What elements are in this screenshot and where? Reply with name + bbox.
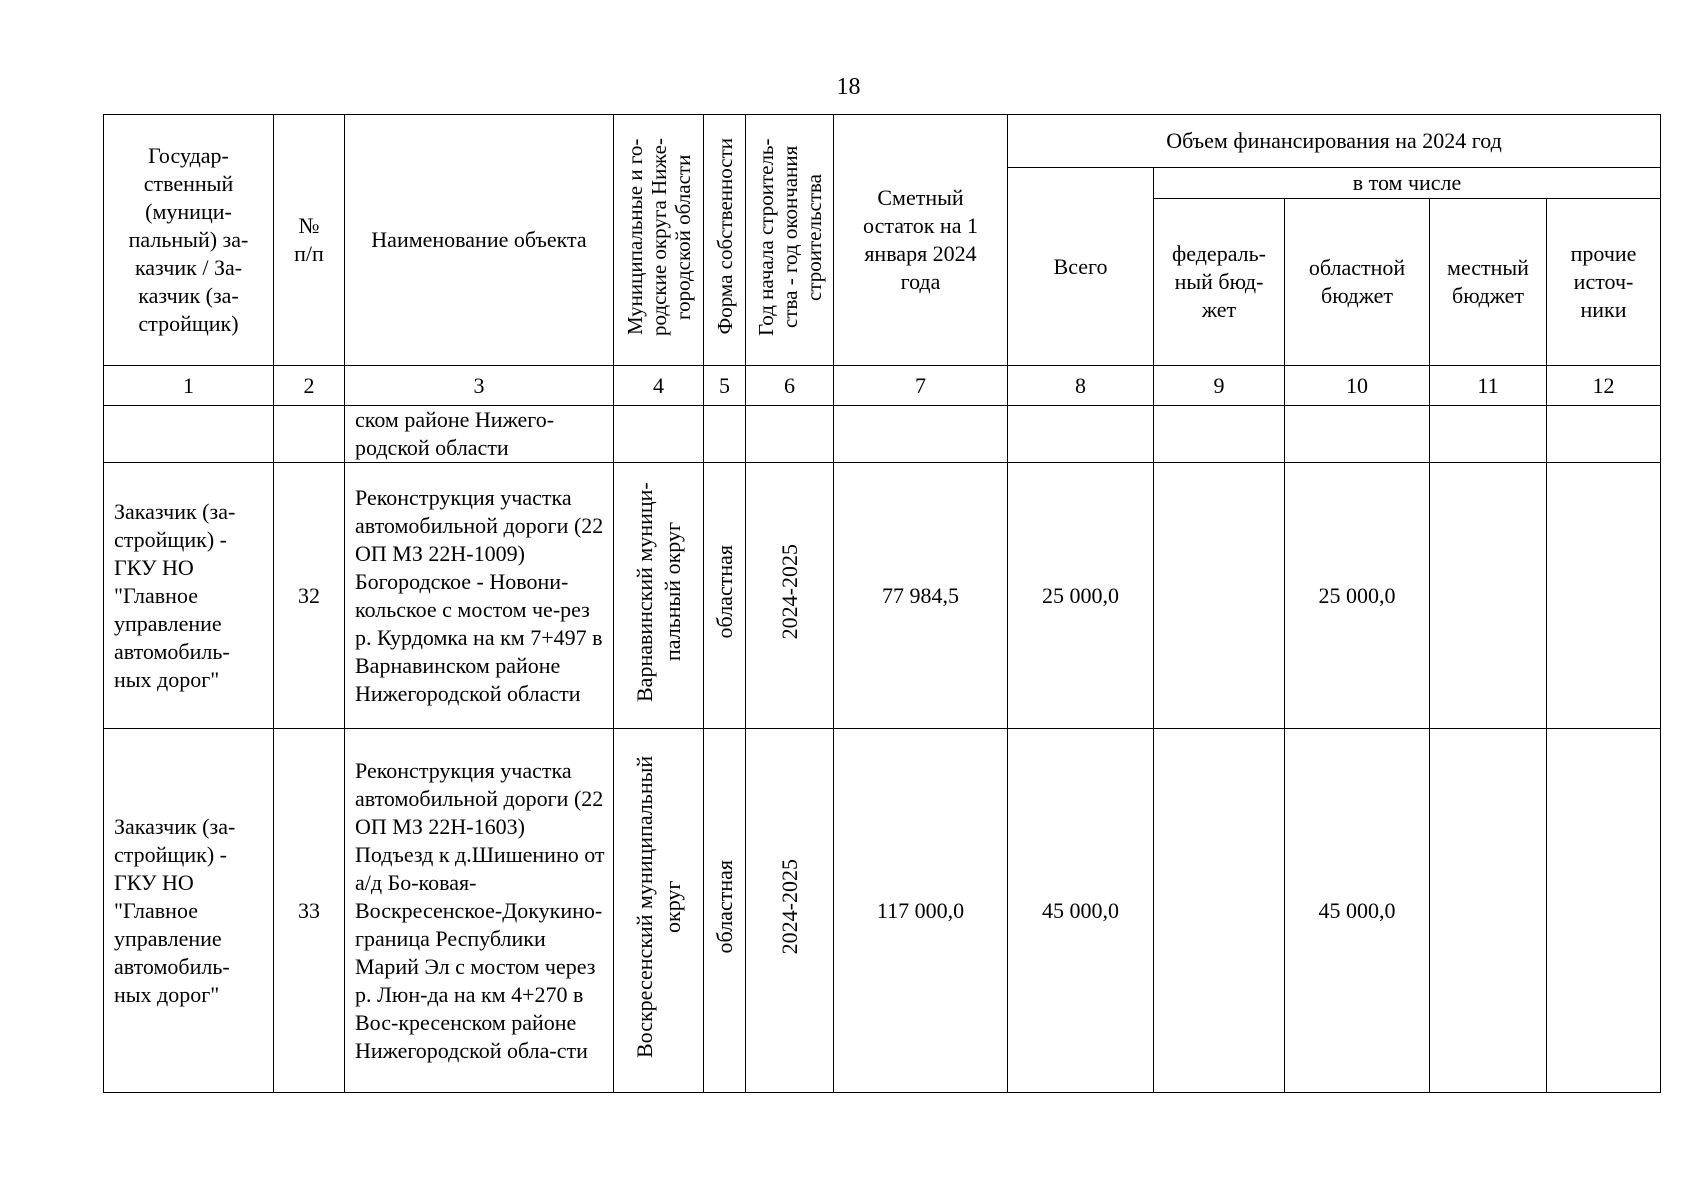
row-municipal: Варнавинский муници-пальный округ: [614, 463, 704, 729]
row-customer: Заказчик (за-стройщик) - ГКУ НО "Главное управление автомобиль-ных дорог": [104, 729, 274, 1093]
row-customer: Заказчик (за-стройщик) - ГКУ НО "Главное управление автомобиль-ных дорог": [104, 463, 274, 729]
row-total: 25 000,0: [1008, 463, 1154, 729]
header-years: Год начала строитель-ства - год окончания строительства: [746, 115, 834, 366]
row-years: 2024-2025: [746, 463, 834, 729]
row-object-name: Реконструкция участка автомобильной дороги (22 ОП МЗ 22Н-1009) Богородское - Новони-кольское с мостом че-рез р. Курдомка на км 7+497 в Варнавинском районе Нижегородской области: [345, 463, 614, 729]
row-ownership: областная: [704, 463, 746, 729]
row-local: [1430, 729, 1547, 1093]
header-financing: Объем финансирования на 2024 год: [1008, 115, 1661, 168]
col-number: 7: [834, 366, 1008, 406]
column-number-row: [104, 366, 1661, 406]
header-local: местный бюджет: [1430, 199, 1547, 366]
header-regional: областной бюджет: [1285, 199, 1430, 366]
header-including: в том числе: [1154, 168, 1661, 199]
row-ownership: областная: [704, 729, 746, 1093]
row-other: [1547, 729, 1661, 1093]
col-number: 5: [704, 366, 746, 406]
table-row: [104, 463, 1661, 729]
row-federal: [1154, 463, 1285, 729]
header-customer: Государ-ственный (муници-пальный) за-казчик / За-казчик (за-стройщик): [104, 115, 274, 366]
col-number: 6: [746, 366, 834, 406]
col-number: 11: [1430, 366, 1547, 406]
header-number: № п/п: [274, 115, 345, 366]
page-number: 18: [836, 74, 861, 100]
financing-table: [103, 114, 1661, 1093]
row-local: [1430, 463, 1547, 729]
row-regional: 45 000,0: [1285, 729, 1430, 1093]
col-number: 1: [104, 366, 274, 406]
continuation-row: [104, 406, 1661, 463]
header-total: Всего: [1008, 168, 1154, 366]
row-number: 32: [274, 463, 345, 729]
header-ownership: Форма собственности: [704, 115, 746, 366]
col-number: 3: [345, 366, 614, 406]
row-other: [1547, 463, 1661, 729]
col-number: 9: [1154, 366, 1285, 406]
col-number: 4: [614, 366, 704, 406]
row-municipal: Воскресенский муниципальный округ: [614, 729, 704, 1093]
row-object-name: Реконструкция участка автомобильной дороги (22 ОП МЗ 22Н-1603) Подъезд к д.Шишенино от а/д Бо-ковая-Воскресенское-Докукино-граница Республики Марий Эл с мостом через р. Люн-да на км 4+270 в Вос-кресенском районе Нижегородской обла-сти: [345, 729, 614, 1093]
row-estimate: 117 000,0: [834, 729, 1008, 1093]
header-municipal: Муниципальные и го-родские округа Ниже-городской области: [614, 115, 704, 366]
col-number: 10: [1285, 366, 1430, 406]
col-number: 8: [1008, 366, 1154, 406]
header-federal: федераль-ный бюд-жет: [1154, 199, 1285, 366]
row-total: 45 000,0: [1008, 729, 1154, 1093]
row-regional: 25 000,0: [1285, 463, 1430, 729]
table-row: [104, 729, 1661, 1093]
header-estimate: Сметный остаток на 1 января 2024 года: [834, 115, 1008, 366]
col-number: 2: [274, 366, 345, 406]
row-estimate: 77 984,5: [834, 463, 1008, 729]
continuation-text: ском районе Нижего-родской области: [345, 406, 614, 463]
header-other: прочие источ-ники: [1547, 199, 1661, 366]
col-number: 12: [1547, 366, 1661, 406]
row-number: 33: [274, 729, 345, 1093]
row-federal: [1154, 729, 1285, 1093]
row-years: 2024-2025: [746, 729, 834, 1093]
header-object-name: Наименование объекта: [345, 115, 614, 366]
